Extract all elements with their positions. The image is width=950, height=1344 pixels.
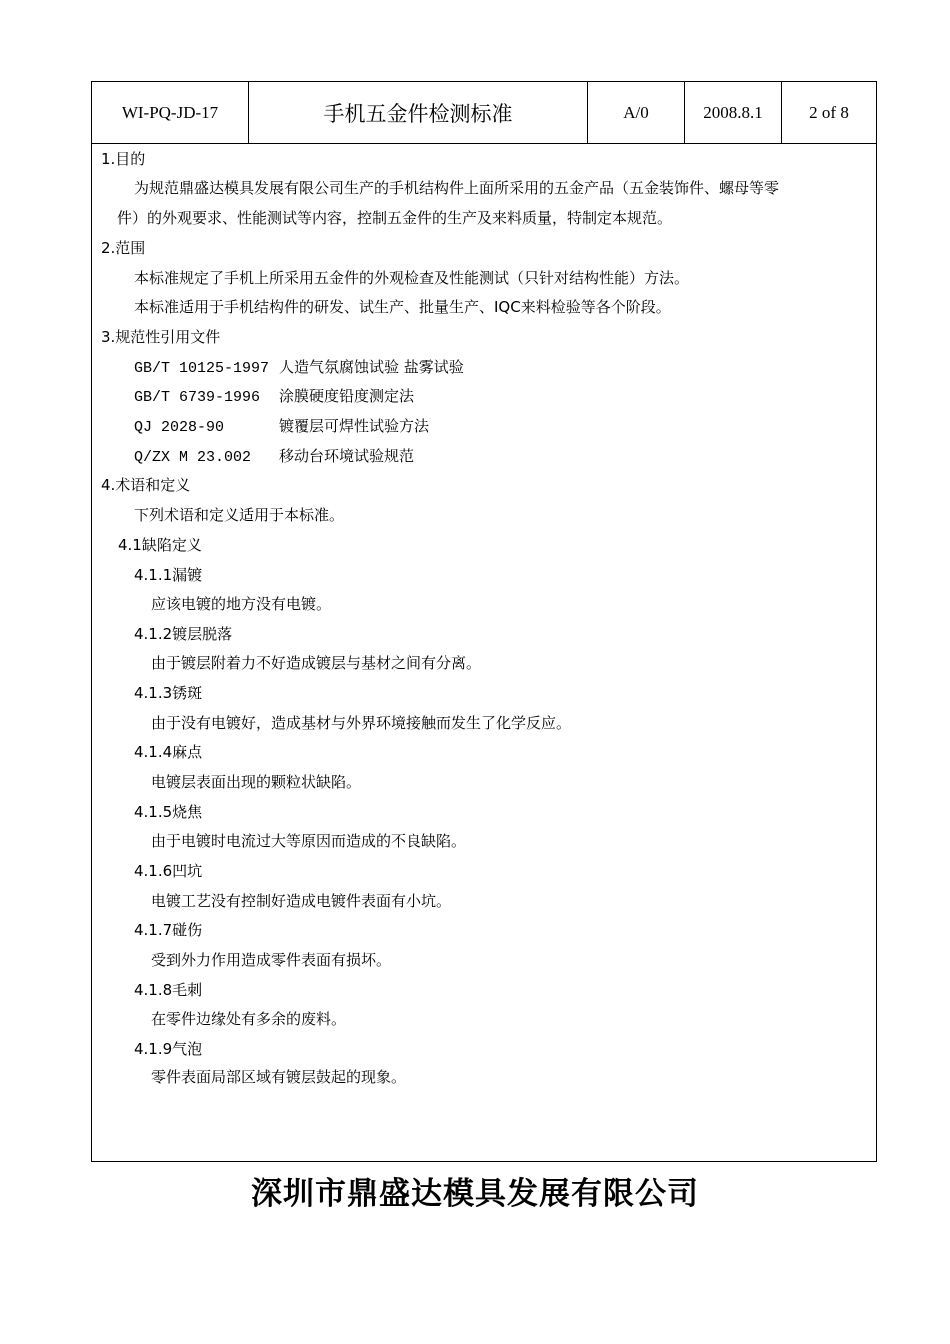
reference-code: Q/ZX M 23.002 — [134, 449, 252, 466]
reference-name: 人造气氛腐蚀试验 盐雾试验 — [279, 358, 464, 376]
section4-intro: 下列术语和定义适用于本标准。 — [134, 506, 345, 524]
defect-title: 4.1.7碰伤 — [134, 921, 203, 939]
section1-para-line1: 为规范鼎盛达模具发展有限公司生产的手机结构件上面所采用的五金产品（五金装饰件、螺母等零 — [134, 179, 780, 197]
document-frame — [91, 81, 877, 1162]
company-name-footer: 深圳市鼎盛达模具发展有限公司 — [251, 1176, 699, 1212]
defect-description: 在零件边缘处有多余的废料。 — [151, 1010, 347, 1028]
version-cell — [588, 82, 685, 143]
defect-description: 应该电镀的地方没有电镀。 — [151, 595, 332, 613]
defect-definition-heading: 4.1缺陷定义 — [118, 536, 202, 554]
reference-name: 镀覆层可焊性试验方法 — [279, 417, 430, 435]
reference-name: 涂膜硬度铅度测定法 — [279, 387, 415, 405]
defect-title: 4.1.5烧焦 — [134, 803, 203, 821]
page-cell — [782, 82, 876, 143]
section2-para1: 本标准规定了手机上所采用五金件的外观检查及性能测试（只针对结构性能）方法。 — [134, 269, 690, 287]
reference-code: GB/T 10125-1997 — [134, 360, 270, 377]
defect-title: 4.1.8毛刺 — [134, 981, 203, 999]
title-cell — [249, 82, 588, 143]
reference-code: QJ 2028-90 — [134, 419, 225, 436]
defect-description: 电镀工艺没有控制好造成电镀件表面有小坑。 — [151, 892, 452, 910]
section1-para-line2: 件）的外观要求、性能测试等内容，控制五金件的生产及来料质量，特制定本规范。 — [117, 209, 673, 227]
doc-title: 手机五金件检测标准 — [323, 101, 513, 126]
defect-title: 4.1.2镀层脱落 — [134, 625, 233, 643]
section2-heading: 2.范围 — [101, 239, 146, 257]
defect-title: 4.1.4麻点 — [134, 743, 203, 761]
defect-title: 4.1.9气泡 — [134, 1040, 203, 1058]
reference-name: 移动台环境试验规范 — [279, 447, 415, 465]
doc-version: A/0 — [623, 102, 649, 122]
defect-description: 受到外力作用造成零件表面有损坏。 — [151, 951, 392, 969]
section3-heading: 3.规范性引用文件 — [101, 328, 221, 346]
reference-item — [134, 416, 429, 438]
defect-title: 4.1.6凹坑 — [134, 862, 203, 880]
defect-description: 由于电镀时电流过大等原因而造成的不良缺陷。 — [151, 832, 467, 850]
defect-title: 4.1.3锈斑 — [134, 684, 203, 702]
defect-description: 电镀层表面出现的颗粒状缺陷。 — [151, 773, 362, 791]
defect-description: 由于没有电镀好，造成基材与外界环境接触而发生了化学反应。 — [151, 714, 572, 732]
defect-description: 零件表面局部区域有镀层鼓起的现象。 — [151, 1068, 407, 1086]
date-cell — [685, 82, 782, 143]
section4-heading: 4.术语和定义 — [101, 476, 191, 494]
doc-code-cell — [92, 82, 249, 143]
section2-para2: 本标准适用于手机结构件的研发、试生产、批量生产、IQC来料检验等各个阶段。 — [134, 298, 671, 316]
reference-item — [134, 357, 464, 379]
defect-title: 4.1.1漏镀 — [134, 566, 203, 584]
defect-description: 由于镀层附着力不好造成镀层与基材之间有分离。 — [151, 654, 482, 672]
section1-heading: 1.目的 — [101, 150, 146, 168]
doc-date: 2008.8.1 — [703, 102, 763, 122]
header-table — [92, 82, 876, 144]
doc-code: WI-PQ-JD-17 — [121, 102, 219, 122]
reference-code: GB/T 6739-1996 — [134, 389, 261, 406]
reference-item — [134, 446, 414, 468]
page-number: 2 of 8 — [809, 102, 849, 122]
reference-item — [134, 386, 414, 408]
